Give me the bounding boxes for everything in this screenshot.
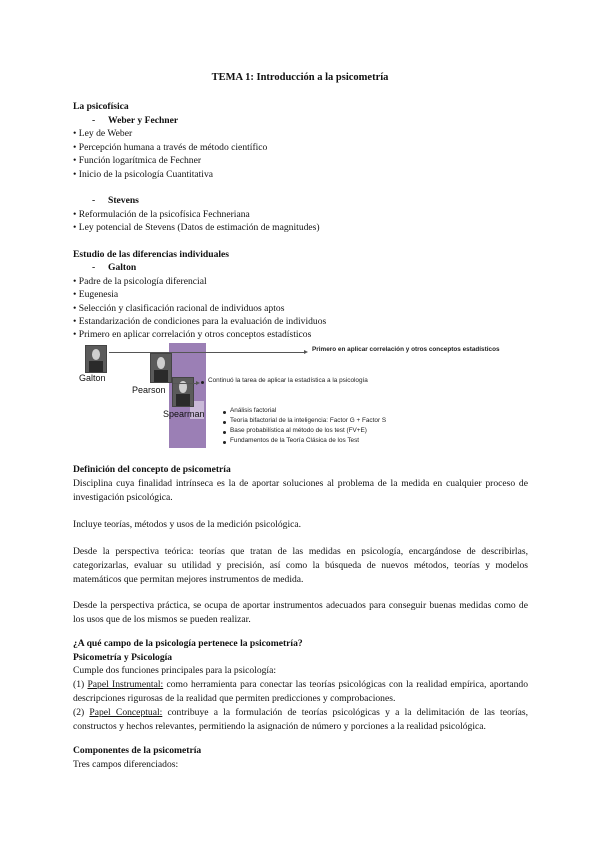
list-item: • Ley potencial de Stevens (Datos de estimación de magnitudes) xyxy=(73,222,320,233)
dash: - xyxy=(92,195,96,206)
pearson-label: Pearson xyxy=(132,385,166,395)
subheading-weber-fechner xyxy=(92,115,178,127)
list-item: • Primero en aplicar correlación y otros conceptos estadísticos xyxy=(73,329,312,340)
dash: - xyxy=(92,262,96,273)
spearman-note: Teoría bifactorial de la inteligencia: Factor G + Factor S xyxy=(230,417,387,424)
section-heading-campo: ¿A qué campo de la psicología pertenece la psicometría? xyxy=(73,638,303,649)
galton-note: Primero en aplicar correlación y otros conceptos estadísticos xyxy=(312,346,500,353)
list-item: • Padre de la psicología diferencial xyxy=(73,276,207,287)
bullet xyxy=(223,421,226,424)
spearman-note: Base probabilística al método de los test (FV+E) xyxy=(230,427,367,434)
list-item: • Reformulación de la psicofísica Fechneriana xyxy=(73,209,250,220)
pearson-note: Continuó la tarea de aplicar la estadística a la psicología xyxy=(208,377,368,384)
spearman-portrait xyxy=(172,377,194,407)
function-label: Papel Conceptual: xyxy=(89,707,163,718)
paragraph: Disciplina cuya finalidad intrínseca es la de aportar soluciones al problema de la medida en cualquier proceso de investigación psicológica. xyxy=(73,478,528,503)
subheading-text: Weber y Fechner xyxy=(108,115,179,126)
paragraph: Cumple dos funciones principales para la psicología: xyxy=(73,665,277,676)
paragraph: Incluye teorías, métodos y usos de la medición psicológica. xyxy=(73,519,302,530)
function-number: (1) xyxy=(73,679,85,690)
spearman-label: Spearman xyxy=(163,409,205,419)
list-item: • Selección y clasificación racional de individuos aptos xyxy=(73,303,285,314)
list-item: • Eugenesia xyxy=(73,289,119,300)
section-heading-psicofisica: La psicofísica xyxy=(73,101,129,112)
pearson-arrow xyxy=(173,383,197,384)
section-heading-componentes: Componentes de la psicometría xyxy=(73,745,202,756)
page-title: TEMA 1: Introducción a la psicometría xyxy=(211,72,389,83)
function-instrumental xyxy=(73,678,528,706)
function-label: Papel Instrumental: xyxy=(87,679,164,690)
function-number: (2) xyxy=(73,707,85,718)
list-item: • Función logarítmica de Fechner xyxy=(73,155,202,166)
paragraph: Tres campos diferenciados: xyxy=(73,759,179,770)
galton-label: Galton xyxy=(79,373,106,383)
subheading-text: Galton xyxy=(108,262,137,273)
section-heading-diferencias: Estudio de las diferencias individuales xyxy=(73,249,230,260)
paragraph: Desde la perspectiva práctica, se ocupa de aportar instrumentos adecuados para conseguir buenas medidas como de los usos que de los mismos se pueden realizar. xyxy=(73,600,528,625)
list-item: • Inicio de la psicología Cuantitativa xyxy=(73,169,214,180)
paragraph: Desde la perspectiva teórica: teorías que tratan de las medidas en psicología, encargándose de describirlas, categorizarlas, evaluar su utilidad y precisión, así como la búsqueda de nuevos métodos, teorías y modelos matemáticos que permitan mejores instrumentos de medida. xyxy=(73,546,528,585)
bullet xyxy=(223,411,226,414)
spearman-note: Fundamentos de la Teoría Clásica de los Test xyxy=(230,437,360,444)
historical-figure-diagram xyxy=(73,343,528,448)
subheading-stevens xyxy=(92,195,139,207)
dash: - xyxy=(92,115,96,126)
galton-arrow xyxy=(109,352,305,353)
function-text: como herramienta para conectar las teorías psicológicas con la realidad empírica, aportando descripciones rigurosas de la realidad que permiten predicciones y comprobaciones. xyxy=(73,679,529,704)
subheading-text: Stevens xyxy=(108,195,139,206)
subheading-galton xyxy=(92,262,136,274)
section-heading-definicion: Definición del concepto de psicometría xyxy=(73,464,231,475)
subheading-psicometria-psicologia: Psicometría y Psicología xyxy=(73,652,173,663)
galton-portrait xyxy=(85,345,107,373)
bullet xyxy=(223,431,226,434)
list-item: • Percepción humana a través de método científico xyxy=(73,142,268,153)
function-conceptual xyxy=(73,706,528,734)
bullet xyxy=(223,441,226,444)
pearson-portrait xyxy=(150,353,172,383)
list-item: • Estandarización de condiciones para la evaluación de individuos xyxy=(73,316,327,327)
spearman-note: Análisis factorial xyxy=(230,407,277,414)
bullet xyxy=(201,381,204,384)
list-item: • Ley de Weber xyxy=(73,128,133,139)
function-text: contribuye a la formulación de teorías psicológicas y a la delimitación de las teorías, constructos y hechos relevantes, permitiendo la asignación de número y porciones a la realidad psicológica. xyxy=(73,707,529,732)
